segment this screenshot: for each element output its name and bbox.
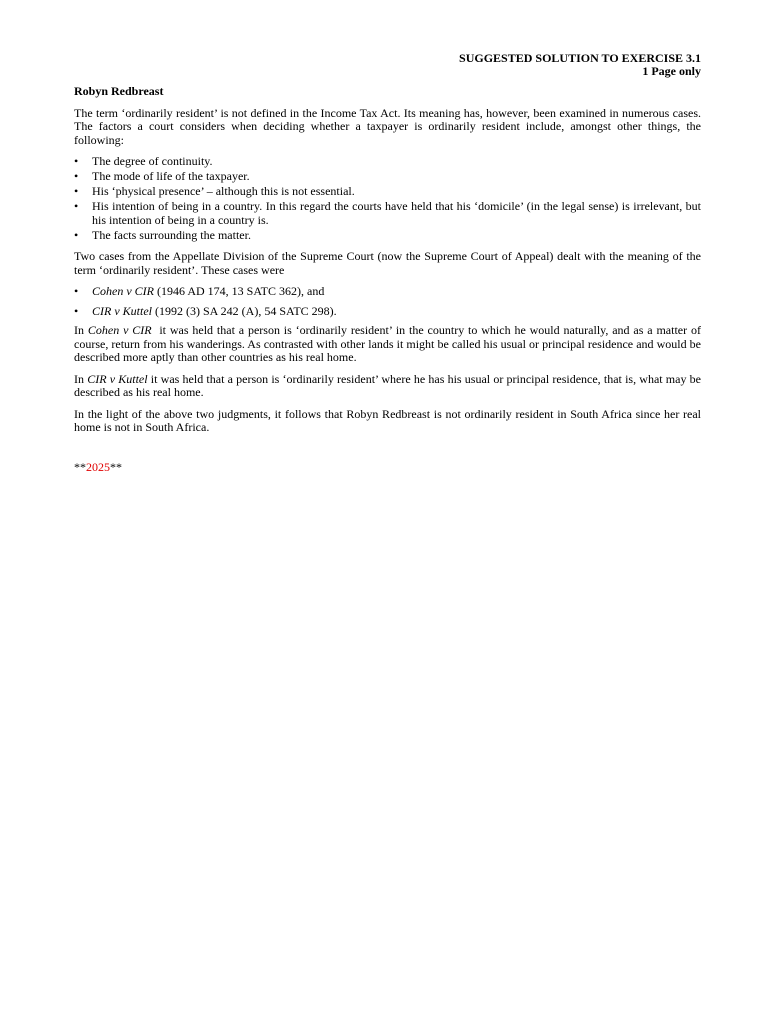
factors-list [74,155,701,242]
exercise-title: SUGGESTED SOLUTION TO EXERCISE 3.1 [459,51,701,65]
page-limit-note: 1 Page only [642,64,701,78]
list-item: • The degree of continuity. [74,154,213,168]
bullet-icon: • [74,284,79,298]
intro-paragraph: The term ‘ordinarily resident’ is not defined in the Income Tax Act. Its meaning has, however, been examined in numerous cases. The factors a court considers when deciding whether a taxpayer is ordinarily resident include, amongst other things, the following: [74,105,701,147]
bullet-icon: • [74,303,79,318]
case-citation: (1992 (3) SA 242 (A), 54 SATC 298). [152,303,337,318]
list-item: • His ‘physical presence’ – although this is not essential. [74,184,355,198]
kuttel-paragraph: In CIR v Kuttel it was held that a person is ‘ordinarily resident’ where he has his usual or principal residence, that is, what may be described as his real home. [74,371,701,399]
case-name: CIR v Kuttel [87,371,148,386]
case-name: Cohen v CIR [87,323,152,337]
case-name: CIR v Kuttel [92,303,152,318]
cases-list [74,285,701,318]
bullet-icon: • [74,154,79,168]
list-item: • The facts surrounding the matter. [74,227,251,242]
case-citation: (1946 AD 174, 13 SATC 362), and [154,284,325,298]
list-item [74,285,701,299]
year-label: 2025 [86,459,110,474]
bullet-icon: • [74,227,79,242]
conclusion-paragraph: In the light of the above two judgments, it follows that Robyn Redbreast is not ordinarily resident in South Africa since her real home is not in South Africa. [74,406,701,434]
document-header [74,52,701,78]
list-item: • The mode of life of the taxpayer. [74,169,250,183]
cases-paragraph: Two cases from the Appellate Division of the Supreme Court (now the Supreme Court of Appeal) dealt with the meaning of the term ‘ordinarily resident’. These cases were [74,249,701,277]
list-item [74,305,701,319]
list-item: • His intention of being in a country. In this regard the courts have held that his ‘domicile’ (in the legal sense) is irrelevant, but his intention of being in a country is. [74,199,701,227]
student-name: Robyn Redbreast [74,84,164,98]
bullet-icon: • [74,184,79,198]
year-footer: **2025** [74,459,122,474]
bullet-icon: • [74,199,79,213]
case-name: Cohen v CIR [92,284,154,298]
bullet-icon: • [74,169,79,183]
cohen-paragraph: In Cohen v CIR it was held that a person is ‘ordinarily resident’ in the country to which he would naturally, and as a matter of course, return from his wanderings. As contrasted with other lands it might be called his usual or principal residence and would be described more aptly than other countries as his real home. [74,323,704,364]
